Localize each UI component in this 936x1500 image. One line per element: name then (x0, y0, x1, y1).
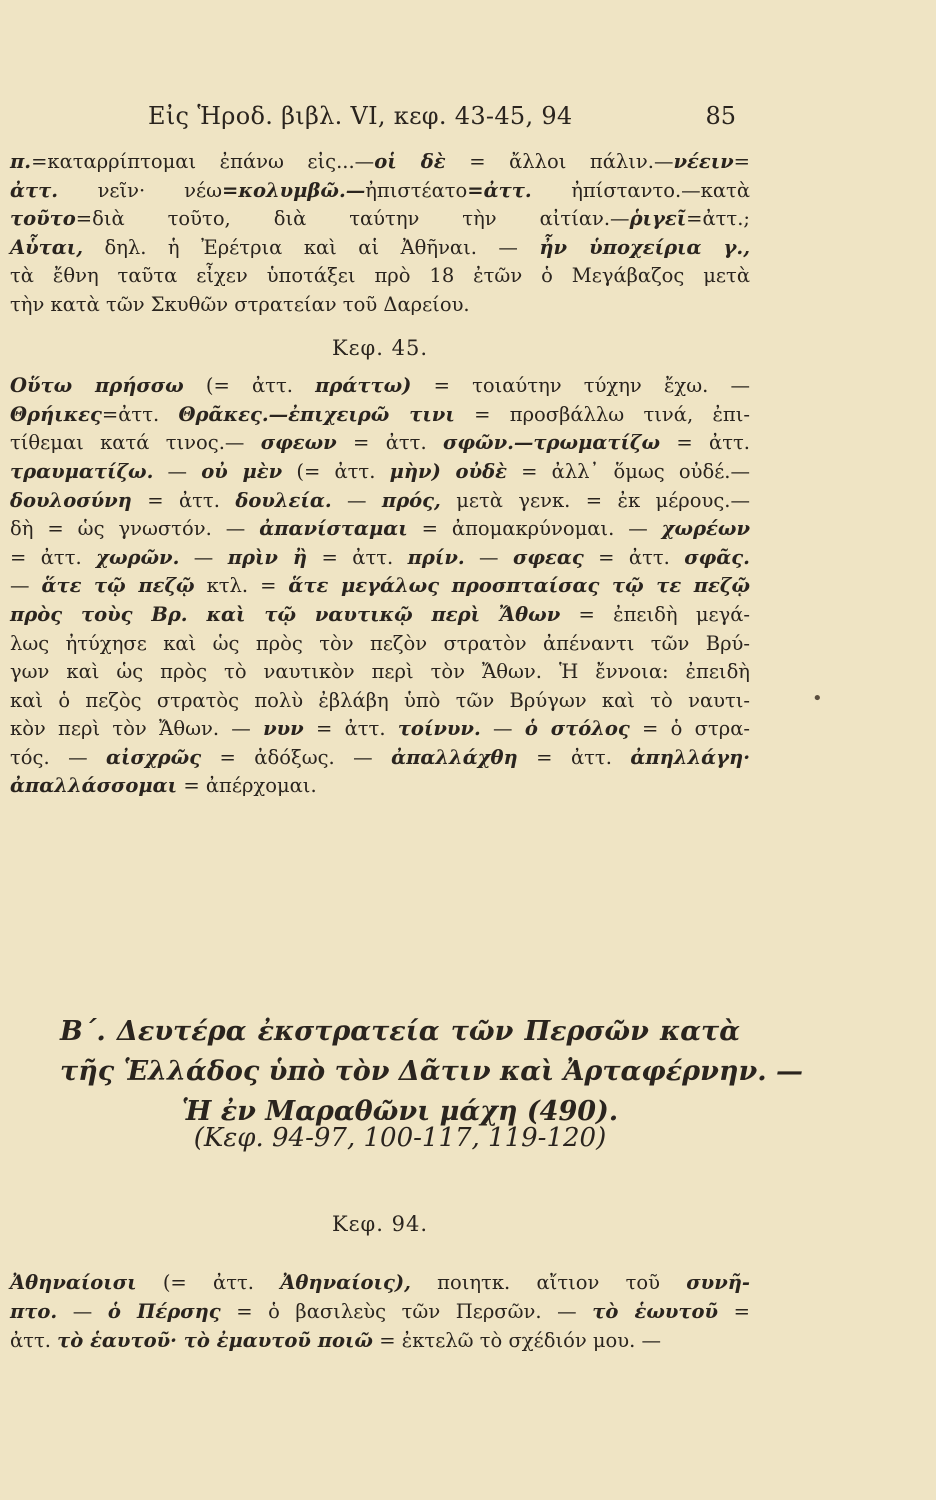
text-line (10, 262, 750, 291)
lemma: χωρῶν. (96, 545, 180, 569)
running-head (148, 102, 736, 134)
gloss: = ἀττ. (517, 745, 631, 769)
gloss: = ἀττ. (336, 431, 444, 455)
gloss: = ὁ στρα- (629, 717, 750, 741)
text-line (10, 177, 750, 206)
commentary-ch94-block (10, 1268, 750, 1355)
lemma: σφεων (260, 431, 337, 455)
gloss: = ἀττ. (307, 545, 408, 569)
gloss: νεῖν· νέω (97, 178, 222, 202)
commentary-ch45 (10, 372, 750, 801)
text-line (10, 429, 750, 458)
text-line (10, 744, 750, 773)
commentary-block (10, 148, 750, 801)
lemma: αἰσχρῶς (106, 745, 202, 769)
gloss: = (718, 1300, 750, 1323)
lemma: ἀπανίσταμαι (259, 517, 408, 541)
gloss: — (10, 574, 42, 598)
gloss: (= ἀττ. (183, 374, 316, 398)
gloss: = τοιαύτην τύχην ἔχω. — (411, 374, 751, 398)
page-number: 85 (705, 102, 736, 130)
lemma: τὸ ἑαυτοῦ· τὸ ἐμαυτοῦ ποιῶ (57, 1329, 374, 1352)
gloss: ἀττ. (10, 1329, 58, 1352)
gloss: — (153, 459, 202, 483)
gloss: — (57, 1300, 108, 1323)
lemma: Οὕτω πρήσσω (10, 374, 184, 398)
lemma: ῥιγεῖ (629, 207, 687, 231)
text-line (10, 1268, 750, 1297)
gloss: ἠπιστέατο (365, 178, 468, 202)
gloss: — (480, 717, 525, 741)
lemma: ἦν ὑποχείρια γ., (539, 235, 750, 259)
gloss: (= ἀττ. (282, 459, 390, 483)
lemma: πρὸς τοὺς Βρ. καὶ τῷ ναυτικῷ περὶ Ἄθων (10, 602, 561, 626)
commentary-ch44 (10, 148, 750, 320)
gloss: = ἀττ. (660, 431, 750, 455)
gloss: γων καὶ ὡς πρὸς τὸ ναυτικὸν περὶ τὸν Ἄθων. Ἡ ἔννοια: ἐπειδὴ (10, 660, 750, 684)
gloss: =διὰ τοῦτο, διὰ ταύτην τὴν αἰτίαν.— (75, 207, 630, 231)
lemma: πρὶν ἢ (227, 545, 308, 569)
gloss: ποιητκ. αἴτιον τοῦ (410, 1271, 687, 1294)
lemma: π. (10, 150, 32, 173)
lemma: ὁ στόλος (524, 717, 630, 741)
lemma: Ἀθηναίοις), (280, 1271, 411, 1294)
lemma: δουλεία. (235, 488, 332, 512)
gloss: =ἀττ.; (686, 207, 750, 231)
text-line (10, 687, 750, 716)
gloss: κτλ. = (194, 574, 289, 598)
text-line (10, 234, 750, 263)
lemma: Θρᾶκες.—ἐπιχειρῶ τινι (178, 402, 455, 426)
text-line (10, 458, 750, 487)
lemma: =κολυμβῶ.— (222, 178, 366, 202)
gloss: τός. — (10, 745, 107, 769)
lemma: ἀπηλλάγη· (630, 745, 750, 769)
lemma: =ἀττ. (467, 178, 572, 202)
text-line (10, 630, 750, 659)
lemma: ὁ Πέρσης (107, 1300, 221, 1323)
lemma: συνῆ- (686, 1271, 750, 1294)
gloss: = ἀπέρχομαι. (177, 774, 317, 798)
text-line (10, 205, 750, 234)
gloss: = ἐκτελῶ τὸ σχέδιόν μου. — (373, 1329, 662, 1352)
gloss: δηλ. ἡ Ἐρέτρια καὶ αἱ Ἀθῆναι. — (83, 235, 540, 259)
gloss: ἠπίσταντο.—κατὰ (571, 178, 750, 202)
lemma: οἱ δὲ (374, 150, 446, 173)
lemma: σφεας (512, 545, 584, 569)
gloss: λως ἠτύχησε καὶ ὡς πρὸς τὸν πεζὸν στρατὸν ἀπέναντι τῶν Βρύ- (10, 631, 750, 655)
chapter-45-heading: Κεφ. 45. (331, 335, 429, 360)
lemma: οὐ μὲν (201, 459, 283, 483)
text-line (10, 291, 750, 320)
gloss: = (733, 150, 751, 173)
gloss: μετὰ γενκ. = ἐκ μέρους.— (440, 488, 750, 512)
lemma: ἅτε τῷ πεζῷ (41, 574, 195, 598)
text-line (10, 544, 750, 573)
gloss: καὶ ὁ πεζὸς στρατὸς πολὺ ἐβλάβη ὑπὸ τῶν Βρύγων καὶ τὸ ναυτι- (10, 688, 750, 712)
text-line (10, 572, 750, 601)
lemma: ἀττ. (10, 178, 98, 202)
lemma: τοίνυν. (397, 717, 481, 741)
lemma: τὸ ἑωυτοῦ (592, 1300, 719, 1323)
gloss: = ἀττ. (583, 545, 685, 569)
lemma: πτο. (10, 1300, 58, 1323)
gloss: τὰ ἔθνη ταῦτα εἶχεν ὑποτάξει πρὸ 18 ἐτῶν ὁ Μεγάβαζος μετὰ (10, 264, 750, 288)
text-line (10, 515, 750, 544)
lemma: σφᾶς. (684, 545, 750, 569)
text-line (10, 401, 750, 430)
section-title (60, 1012, 804, 1132)
chapter-94-heading: Κεφ. 94. (331, 1212, 429, 1236)
text-line (10, 487, 750, 516)
lemma: δουλοσύνη (10, 488, 132, 512)
section-title-line-2: τῆς Ἑλλάδος ὑπὸ τὸν Δᾶτιν καὶ Ἀρταφέρνην. — (60, 1056, 804, 1087)
lemma: ἀπαλλάχθη (391, 745, 518, 769)
gloss: — (179, 545, 228, 569)
text-line (10, 772, 750, 801)
lemma: τραυματίζω. (10, 459, 154, 483)
lemma: χωρέων (661, 517, 750, 541)
gloss: = ἀττ. (10, 545, 97, 569)
gloss: = ἀττ. (303, 717, 398, 741)
gloss: — (464, 545, 513, 569)
text-line (10, 658, 750, 687)
section-chapter-references: (Κεφ. 94-97, 100-117, 119-120) (193, 1123, 607, 1153)
lemma: ἅτε μεγάλως προσπταίσας τῷ τε πεζῷ (288, 574, 751, 598)
lemma: σφῶν.—τρωματίζω (443, 431, 661, 455)
gloss: κὸν περὶ τὸν Ἄθων. — (10, 717, 264, 741)
gloss: δὴ = ὡς γνωστόν. — (10, 517, 260, 541)
text-line (10, 148, 750, 177)
lemma: νυν (263, 717, 304, 741)
lemma: μὴν) οὐδὲ (389, 459, 507, 483)
commentary-ch94 (10, 1268, 750, 1355)
gloss: = ἄλλοι πάλιν.— (445, 150, 674, 173)
running-title: Εἰς Ἡροδ. βιβλ. VI, κεφ. 43-45, 94 (148, 102, 573, 130)
lemma: ἀπαλλάσσομαι (10, 774, 178, 798)
gloss: = προσβάλλω τινά, ἐπι- (454, 402, 750, 426)
gloss: = ἀττ. (131, 488, 236, 512)
lemma: τοῦτο (10, 207, 76, 231)
gloss: =ἀττ. (101, 402, 179, 426)
gloss: — (331, 488, 382, 512)
section-title-line-3: Ἡ ἐν Μαραθῶνι μάχη (490). (181, 1096, 619, 1127)
gloss: =καταρρίπτομαι ἐπάνω εἰς...— (31, 150, 375, 173)
gloss: τὴν κατὰ τῶν Σκυθῶν στρατείαν τοῦ Δαρείου. (10, 292, 470, 316)
text-line (10, 372, 750, 401)
margin-mark: • (812, 688, 823, 709)
gloss: = ἀδόξως. — (201, 745, 392, 769)
gloss: = ἀλλ᾽ ὅμως οὐδέ.— (506, 459, 750, 483)
gloss: = ὁ βασιλεὺς τῶν Περσῶν. — (220, 1300, 593, 1323)
lemma: πράττω) (315, 374, 412, 398)
lemma: νέειν (673, 150, 734, 173)
text-line (10, 601, 750, 630)
lemma: Θρήικες (10, 402, 102, 426)
gloss: = ἐπειδὴ μεγά- (560, 602, 751, 626)
text-line (10, 1326, 750, 1355)
lemma: Αὗται, (10, 235, 84, 259)
lemma: Ἀθηναίοισι (10, 1271, 137, 1294)
text-line (10, 715, 750, 744)
gloss: (= ἀττ. (136, 1271, 281, 1294)
lemma: πρίν. (407, 545, 465, 569)
lemma: πρός, (381, 488, 441, 512)
gloss: τίθεμαι κατά τινος.— (10, 431, 261, 455)
gloss: = ἀπομακρύνομαι. — (407, 517, 662, 541)
text-line (10, 1297, 750, 1326)
section-title-line-1: Β΄. Δευτέρα ἐκστρατεία τῶν Περσῶν κατὰ (60, 1016, 740, 1047)
